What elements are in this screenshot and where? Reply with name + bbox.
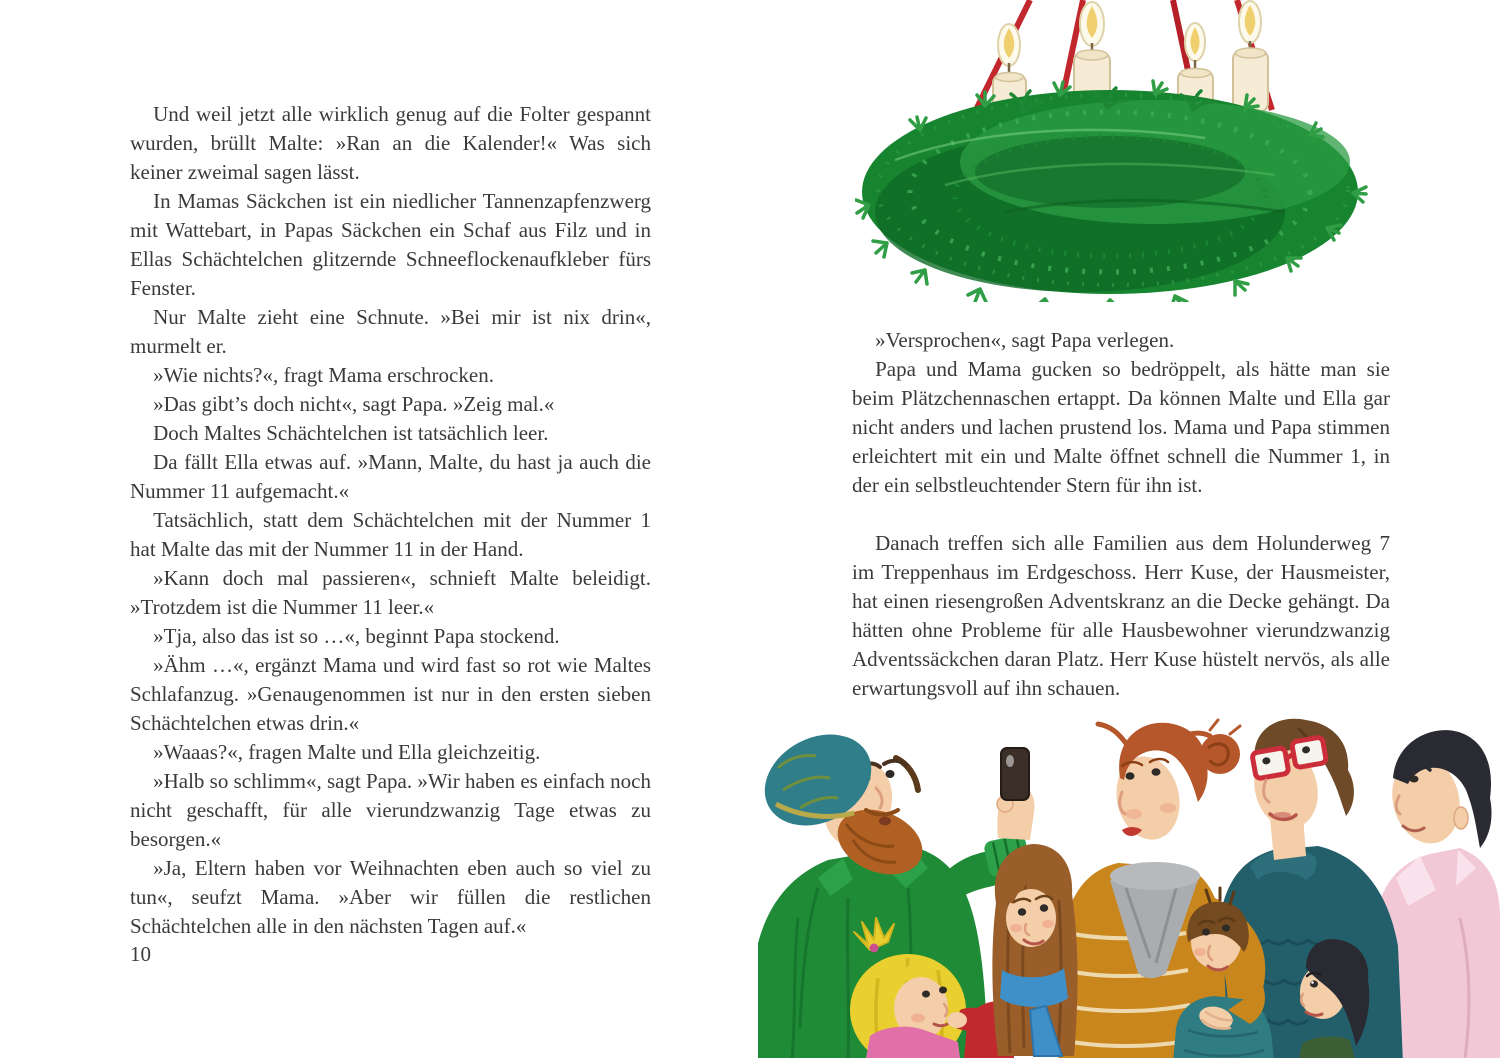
paragraph: »Ähm …«, ergänzt Mama und wird fast so rot wie Maltes Schlafanzug. »Genaugenommen ist nur in den ersten sieben Schächtelchen etwas drin.« [130, 653, 651, 735]
paragraph: Doch Maltes Schächtelchen ist tatsächlich leer. [153, 421, 549, 445]
paragraph: »Das gibt’s doch nicht«, sagt Papa. »Zeig mal.« [153, 392, 555, 416]
paragraph: »Wie nichts?«, fragt Mama erschrocken. [153, 363, 494, 387]
paragraph: »Waaas?«, fragen Malte und Ella gleichzeitig. [153, 740, 541, 764]
paragraph: »Halb so schlimm«, sagt Papa. »Wir haben es einfach noch nicht geschafft, für alle vierundzwanzig Tage etwas zu besorgen.« [130, 769, 651, 851]
right-text-column [852, 326, 1390, 703]
paragraph: »Tja, also das ist so …«, beginnt Papa stockend. [153, 624, 560, 648]
paragraph: »Ja, Eltern haben vor Weihnachten eben auch so viel zu tun«, seufzt Mama. »Aber wir füllen die restlichen Schächtelchen alle in den nächsten Tagen auf.« [130, 856, 651, 938]
paragraph: Tatsächlich, statt dem Schächtelchen mit der Nummer 1 hat Malte das mit der Nummer 11 in der Hand. [130, 508, 651, 561]
candle [1233, 1, 1268, 112]
page-number: 10 [130, 942, 151, 966]
paragraph: Da fällt Ella etwas auf. »Mann, Malte, du hast ja auch die Nummer 11 aufgemacht.« [130, 450, 651, 503]
paragraph: Danach treffen sich alle Familien aus dem Holunderweg 7 im Treppenhaus im Erdgeschoss. Herr Kuse, der Hausmeister, hat einen riesengroßen Adventskranz an die Decke gehängt. Da hätten ohne Probleme für alle Hausbewohner vierundzwanzig Adventssäckchen daran Platz. Herr Kuse hüstelt nervös, als alle erwartungsvoll auf ihn schauen. [852, 531, 1390, 700]
paragraph: »Versprochen«, sagt Papa verlegen. [875, 328, 1175, 352]
left-text-column [130, 100, 651, 941]
advent-wreath-illustration [855, 0, 1370, 302]
paragraph: Und weil jetzt alle wirklich genug auf die Folter gespannt wurden, brüllt Malte: »Ran an die Kalender!« Was sich keiner zweimal sagen lässt. [130, 102, 651, 184]
family-group-illustration [758, 718, 1500, 1058]
wreath-foliage [856, 81, 1366, 302]
paragraph: Nur Malte zieht eine Schnute. »Bei mir ist nix drin«, murmelt er. [130, 305, 651, 358]
paragraph: »Kann doch mal passieren«, schnieft Malte beleidigt. »Trotzdem ist die Nummer 11 leer.« [130, 566, 651, 619]
paragraph: Papa und Mama gucken so bedröppelt, als hätte man sie beim Plätzchennaschen ertappt. Da können Malte und Ella gar nicht anders und lachen prustend los. Mama und Papa stimmen erleichtert mit ein und Malte öffnet schnell die Nummer 1, in der ein selbstleuchtender Stern für ihn ist. [852, 357, 1390, 497]
paragraph: In Mamas Säckchen ist ein niedlicher Tannenzapfenzwerg mit Wattebart, in Papas Säckchen ein Schaf aus Filz und in Ellas Schächtelchen glitzernde Schneeflockenaufkleber fürs Fenster. [130, 189, 651, 300]
